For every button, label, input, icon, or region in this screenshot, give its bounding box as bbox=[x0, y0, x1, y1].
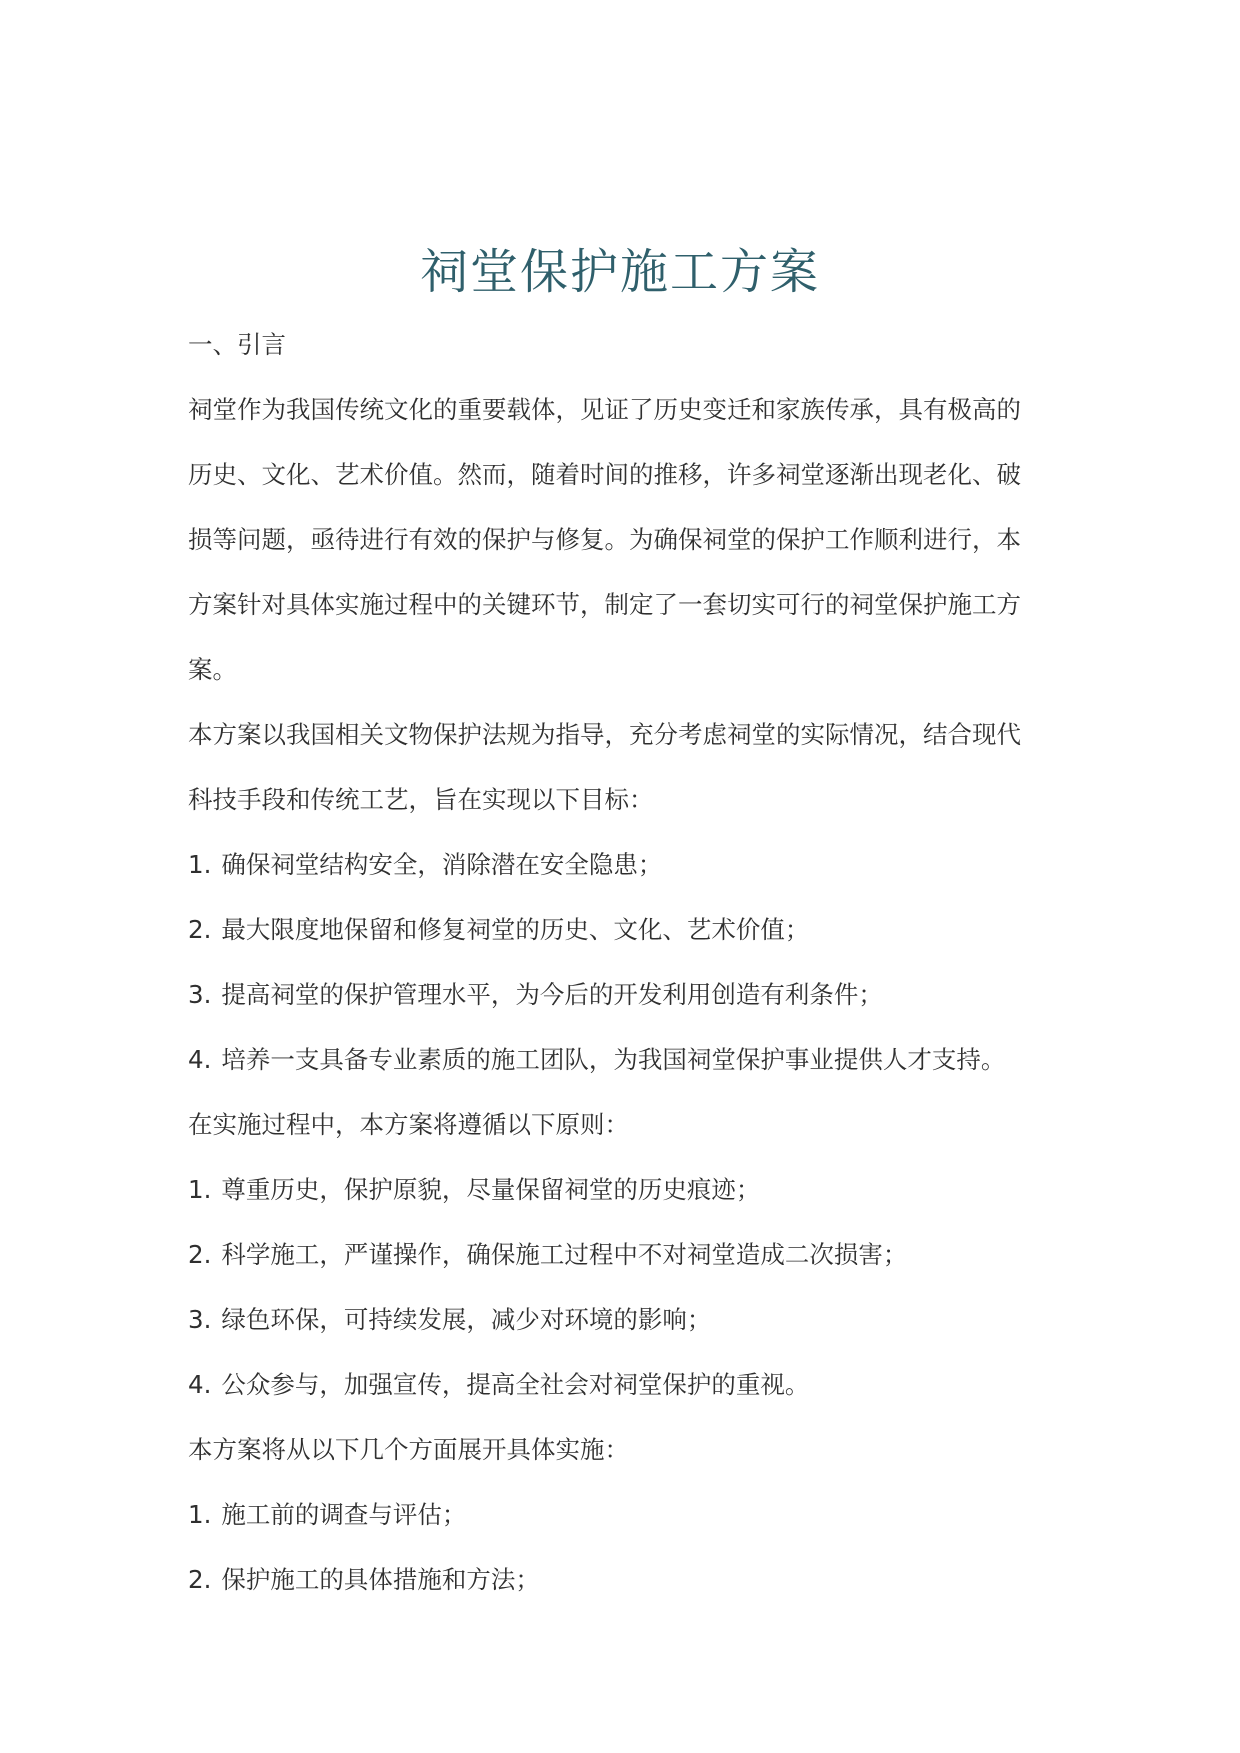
principles-intro: 在实施过程中，本方案将遵循以下原则： bbox=[188, 1110, 629, 1139]
goal-item bbox=[188, 1027, 1054, 1092]
list-number: 4. bbox=[188, 1370, 212, 1399]
goals-intro-line: 本方案以我国相关文物保护法规为指导，充分考虑祠堂的实际情况，结合现代 bbox=[188, 720, 1021, 749]
document-body bbox=[188, 312, 1054, 1612]
list-text: 尊重历史，保护原貌，尽量保留祠堂的历史痕迹； bbox=[221, 1175, 761, 1204]
goal-item bbox=[188, 897, 1054, 962]
list-text: 绿色环保，可持续发展，减少对环境的影响； bbox=[221, 1305, 712, 1334]
list-number: 4. bbox=[188, 1045, 212, 1074]
intro-line: 案。 bbox=[188, 655, 237, 684]
list-text: 公众参与，加强宣传，提高全社会对祠堂保护的重视。 bbox=[221, 1370, 810, 1399]
list-text: 保护施工的具体措施和方法； bbox=[221, 1565, 540, 1594]
goal-item bbox=[188, 962, 1054, 1027]
list-number: 1. bbox=[188, 1175, 212, 1204]
list-number: 1. bbox=[188, 1500, 212, 1529]
document-title: 祠堂保护施工方案 bbox=[419, 244, 820, 301]
principle-item bbox=[188, 1287, 1054, 1352]
section-heading: 一、引言 bbox=[188, 330, 286, 359]
list-text: 科学施工，严谨操作，确保施工过程中不对祠堂造成二次损害； bbox=[221, 1240, 908, 1269]
list-number: 2. bbox=[188, 1565, 212, 1594]
list-text: 施工前的调查与评估； bbox=[221, 1500, 467, 1529]
principle-item bbox=[188, 1352, 1054, 1417]
aspect-item bbox=[188, 1482, 1054, 1547]
intro-line: 祠堂作为我国传统文化的重要载体，见证了历史变迁和家族传承，具有极高的 bbox=[188, 395, 1021, 424]
principle-item bbox=[188, 1157, 1054, 1222]
list-number: 2. bbox=[188, 915, 212, 944]
list-text: 提高祠堂的保护管理水平，为今后的开发利用创造有利条件； bbox=[221, 980, 883, 1009]
goal-item bbox=[188, 832, 1054, 897]
intro-line: 方案针对具体实施过程中的关键环节，制定了一套切实可行的祠堂保护施工方 bbox=[188, 590, 1021, 619]
list-number: 1. bbox=[188, 850, 212, 879]
principle-item bbox=[188, 1222, 1054, 1287]
list-number: 3. bbox=[188, 980, 212, 1009]
aspect-item bbox=[188, 1547, 1054, 1612]
aspects-intro: 本方案将从以下几个方面展开具体实施： bbox=[188, 1435, 629, 1464]
list-text: 确保祠堂结构安全，消除潜在安全隐患； bbox=[221, 850, 663, 879]
intro-line: 损等问题，亟待进行有效的保护与修复。为确保祠堂的保护工作顺利进行，本 bbox=[188, 525, 1021, 554]
list-number: 2. bbox=[188, 1240, 212, 1269]
intro-line: 历史、文化、艺术价值。然而，随着时间的推移，许多祠堂逐渐出现老化、破 bbox=[188, 460, 1021, 489]
list-text: 最大限度地保留和修复祠堂的历史、文化、艺术价值； bbox=[221, 915, 810, 944]
list-text: 培养一支具备专业素质的施工团队，为我国祠堂保护事业提供人才支持。 bbox=[221, 1045, 1006, 1074]
goals-intro-line: 科技手段和传统工艺，旨在实现以下目标： bbox=[188, 785, 654, 814]
list-number: 3. bbox=[188, 1305, 212, 1334]
